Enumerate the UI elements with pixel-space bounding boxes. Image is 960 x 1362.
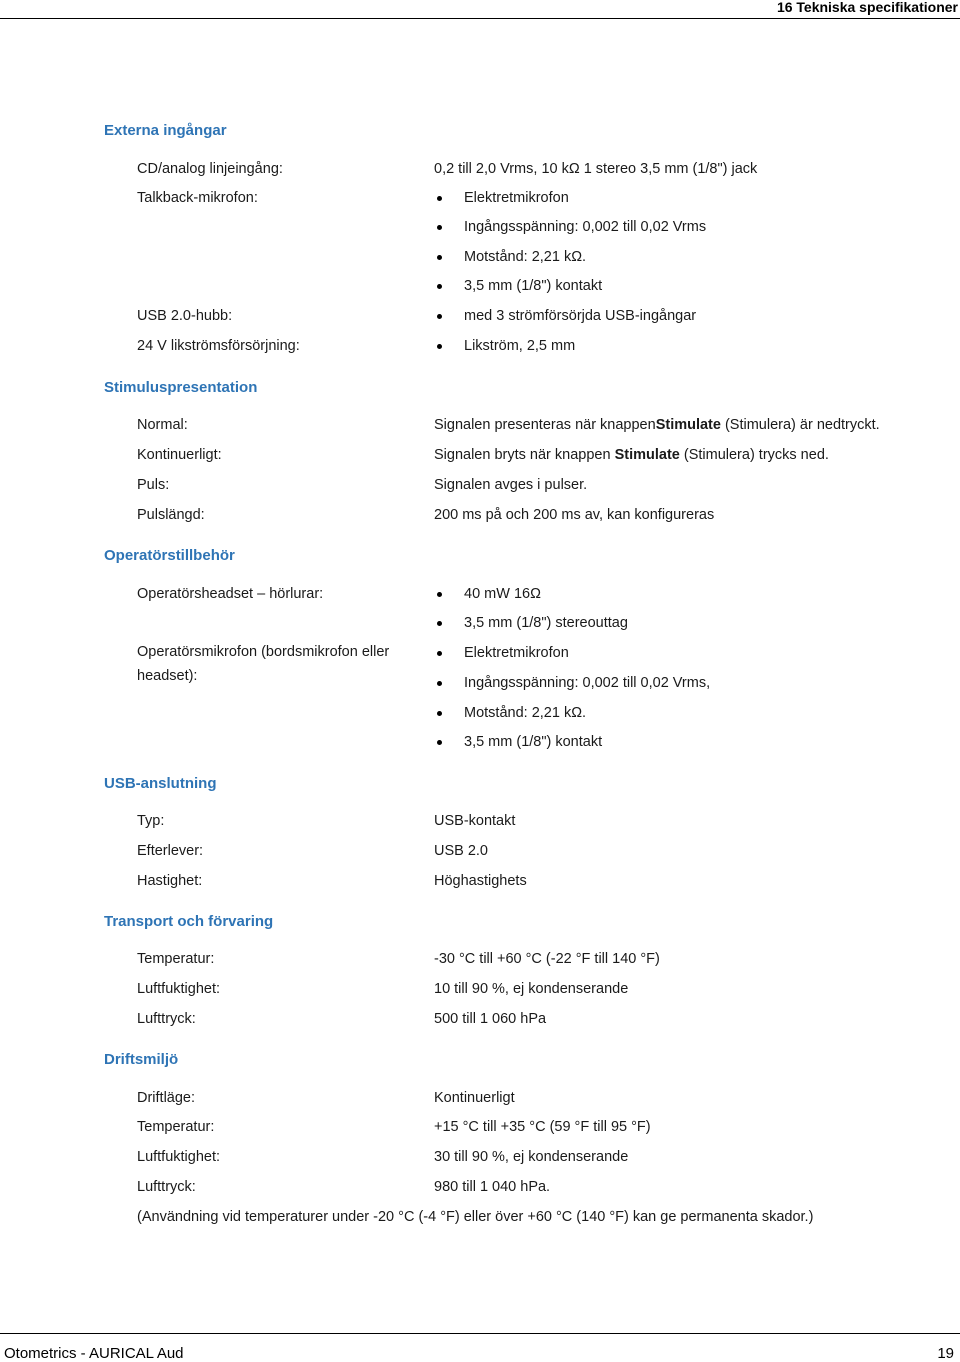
value-text: Signalen presenteras när knappen (434, 417, 656, 433)
section-title-stimulus: Stimuluspresentation (104, 379, 258, 396)
bullet-item: 3,5 mm (1/8") stereouttag (464, 615, 628, 631)
value-text: (Stimulera) är nedtryckt. (720, 417, 880, 433)
section-title-external-inputs: Externa ingångar (104, 122, 227, 139)
spec-label-pulse-length: Pulslängd: (137, 507, 205, 523)
spec-label-operating-mode: Driftläge: (137, 1090, 196, 1106)
spec-label-pressure: Lufttryck: (137, 1011, 196, 1027)
bullet-item: Ingångsspänning: 0,002 till 0,02 Vrms (464, 219, 707, 235)
spec-value-continuous (434, 446, 829, 464)
stimulate-keyword: Stimulate (614, 447, 680, 463)
spec-label-normal: Normal: (137, 417, 188, 433)
operating-warning-note: (Användning vid temperaturer under -20 °C (-4 °F) eller över +60 °C (140 °F) kan ge permanenta skador.) (137, 1209, 814, 1225)
spec-label-cd-line-in: CD/analog linjeingång: (137, 161, 283, 177)
bullet-item: 3,5 mm (1/8") kontakt (464, 278, 603, 294)
bullet-item: Motstånd: 2,21 kΩ. (464, 249, 587, 265)
bullet-item: Motstånd: 2,21 kΩ. (464, 705, 587, 721)
page-number: 19 (937, 1345, 954, 1362)
spec-value-operating-mode: Kontinuerligt (434, 1090, 515, 1106)
spec-label-humidity: Luftfuktighet: (137, 1149, 221, 1165)
spec-label-speed: Hastighet: (137, 873, 203, 889)
bullet-item: Elektretmikrofon (464, 645, 569, 661)
footer-product-name: Otometrics - AURICAL Aud (4, 1345, 184, 1362)
section-title-operating-environment: Driftsmiljö (104, 1051, 179, 1068)
spec-label-temperature: Temperatur: (137, 1119, 215, 1135)
spec-label-dc-power: 24 V likströmsförsörjning: (137, 338, 300, 354)
spec-label-pressure: Lufttryck: (137, 1179, 196, 1195)
bullet-item: Likström, 2,5 mm (464, 338, 576, 354)
spec-label-operator-headset: Operatörsheadset – hörlurar: (137, 586, 324, 602)
spec-label-usb-hub: USB 2.0-hubb: (137, 308, 233, 324)
spec-value-pressure: 980 till 1 040 hPa. (434, 1179, 551, 1195)
spec-value-pulse: Signalen avges i pulser. (434, 477, 588, 493)
spec-label-pulse: Puls: (137, 477, 170, 493)
spec-label-operator-mic: Operatörsmikrofon (bordsmikrofon eller headset): (137, 644, 390, 684)
spec-label-talkback-mic: Talkback-mikrofon: (137, 190, 258, 206)
spec-value-speed: Höghastighets (434, 873, 527, 889)
spec-value-normal (434, 416, 880, 434)
spec-value-pulse-length: 200 ms på och 200 ms av, kan konfigureras (434, 507, 715, 523)
section-title-operator-accessories: Operatörstillbehör (104, 547, 235, 564)
spec-value-cd-line-in: 0,2 till 2,0 Vrms, 10 kΩ 1 stereo 3,5 mm (1/8") jack (434, 161, 758, 177)
value-text: (Stimulera) trycks ned. (679, 447, 829, 463)
spec-value-temperature: +15 °C till +35 °C (59 °F till 95 °F) (434, 1119, 651, 1135)
bullet-item: 40 mW 16Ω (464, 586, 541, 602)
value-text: Signalen bryts när knappen (434, 447, 615, 463)
stimulate-keyword: Stimulate (655, 417, 721, 433)
section-title-usb-connection: USB-anslutning (104, 775, 217, 792)
bullet-item: 3,5 mm (1/8") kontakt (464, 734, 603, 750)
spec-label-type: Typ: (137, 813, 165, 829)
header-divider (0, 18, 960, 19)
spec-value-humidity: 10 till 90 %, ej kondenserande (434, 981, 629, 997)
spec-value-pressure: 500 till 1 060 hPa (434, 1011, 547, 1027)
page-header-title: 16 Tekniska specifikationer (776, 0, 958, 15)
section-title-transport-storage: Transport och förvaring (104, 913, 274, 930)
spec-label-continuous: Kontinuerligt: (137, 447, 222, 463)
bullet-item: med 3 strömförsörjda USB-ingångar (464, 308, 697, 324)
spec-value-humidity: 30 till 90 %, ej kondenserande (434, 1149, 629, 1165)
footer-divider (0, 1333, 960, 1334)
spec-value-type: USB-kontakt (434, 813, 516, 829)
spec-value-compliance: USB 2.0 (434, 843, 488, 859)
spec-label-humidity: Luftfuktighet: (137, 981, 221, 997)
spec-label-temperature: Temperatur: (137, 951, 215, 967)
spec-label-compliance: Efterlever: (137, 843, 204, 859)
spec-value-temperature: -30 °C till +60 °C (-22 °F till 140 °F) (434, 951, 660, 967)
bullet-item: Ingångsspänning: 0,002 till 0,02 Vrms, (464, 675, 711, 691)
bullet-item: Elektretmikrofon (464, 190, 569, 206)
